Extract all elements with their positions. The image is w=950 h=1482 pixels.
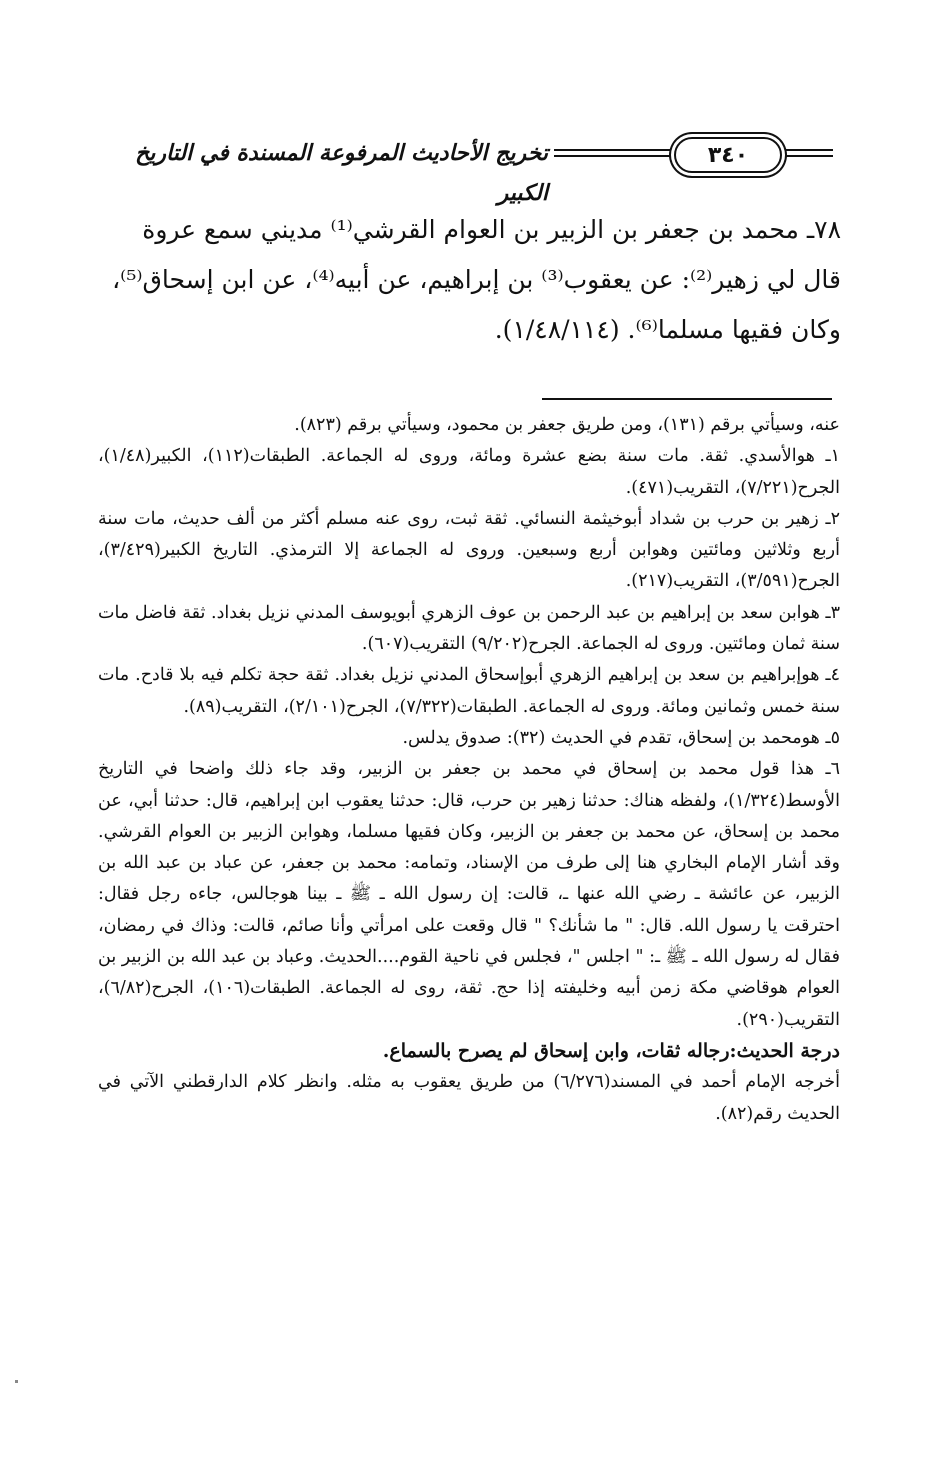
scan-speck bbox=[15, 1380, 18, 1383]
hadith-line: قال لي زهير⁽²⁾: عن يعقوب⁽³⁾ بن إبراهيم، عن أبيه⁽⁴⁾، عن ابن إسحاق⁽⁵⁾، bbox=[112, 265, 841, 294]
page-number: ٣٤٠ bbox=[707, 142, 749, 168]
footnote-separator bbox=[542, 398, 832, 400]
footnote-continuation: عنه، وسيأتي برقم (١٣١)، ومن طريق جعفر بن محمود، وسيأتي برقم (٨٢٣). bbox=[294, 415, 840, 435]
page-header bbox=[98, 133, 833, 206]
footnote-4: ٤ـ هوإبراهيم بن سعد بن إبراهيم الزهري أبوإسحاق المدني نزيل بغداد. ثقة حجة تكلم فيه بلا قادح. مات سنة خمس وثمانين ومائة. وروى له الجماعة. الطبقات(٧/٣٢٢)، الجرح(٢/١٠١)، التقريب(٨٩). bbox=[98, 665, 840, 717]
hadith-text bbox=[96, 205, 841, 355]
footnote-1: ١ـ هوالأسدي. ثقة. مات سنة بضع عشرة ومائة، وروى له الجماعة. الطبقات(١١٢)، الكبير(١/٤٨)، الجرح(٧/٢٢١)، التقريب(٤٧١). bbox=[98, 446, 840, 498]
footnote-3: ٣ـ هوابن سعد بن إبراهيم بن عبد الرحمن بن عوف الزهري أبويوسف المدني نزيل بغداد. ثقة فاضل مات سنة ثمان ومائتين. وروى له الجماعة. الجرح(٩/٢٠٢) التقريب(٦٠٧). bbox=[98, 602, 840, 655]
footnote-6: ٦ـ هذا قول محمد بن إسحاق في محمد بن جعفر بن الزبير، وقد جاء ذلك واضحا في التاريخ الأوسط(١/٣٢٤)، ولفظه هناك: حدثنا زهير بن حرب، قال: حدثنا يعقوب ابن إبراهيم، قال: حدثنا أبي، عن محمد بن إسحاق، عن محمد بن جعفر بن الزبير، وكان فقيها مسلما، وهوابن الزبير بن العوام القرشي. وقد أشار الإمام البخاري هنا إلى طرف من الإسناد، وتمامه: محمد بن جعفر، عن عباد بن عبد الله بن الزبير، عن عائشة ـ رضي الله عنها ـ، قالت: إن رسول الله ـ ﷺ ـ بينا هوجالس، جاءه رجل فقال: احترقت يا رسول الله. قال: " ما شأنك؟ " قال وقعت على امرأتي وأنا صائم، قالت: وذاك في رمضان، فقال له رسول الله ـ ﷺ ـ: " اجلس "، فجلس في ناحية القوم....الحديث. وعباد بن عبد الله بن الزبير بن العوام هوقاضي مكة زمن أبيه وخليفته إذا حج. ثقة، روى له الجماعة. الطبقات(١٠٦)، الجرح(٦/٨٢)، التقريب(٢٩٠). bbox=[98, 759, 841, 1030]
footnote-5: ٥ـ هومحمد بن إسحاق، تقدم في الحديث (٣٢): صدوق يدلس. bbox=[402, 727, 840, 748]
footnotes bbox=[98, 410, 840, 1130]
hadith-grade: درجة الحديث:رجاله ثقات، وابن إسحاق لم يصرح بالسماع. bbox=[382, 1039, 840, 1062]
page-number-frame bbox=[674, 137, 782, 173]
footnote-2: ٢ـ زهير بن حرب بن شداد أبوخيثمة النسائي. ثقة ثبت، روى عنه مسلم أكثر من ألف حديث، مات سنة أربع وثلاثين ومائتين وهوابن أربع وسبعين. وروى له الجماعة إلا الترمذي. التاريخ الكبير(٣/٤٢٩)، الجرح(٣/٥٩١)، التقريب(٢١٧). bbox=[98, 508, 840, 592]
hadith-line: ٧٨ـ محمد بن جعفر بن الزبير بن العوام القرشي⁽¹⁾ مديني سمع عروة bbox=[142, 215, 841, 244]
running-title: تخريج الأحاديث المرفوعة المسندة في التاريخ الكبير bbox=[98, 133, 554, 173]
hadith-line: وكان فقيها مسلما⁽⁶⁾. (١/٤٨/١١٤). bbox=[494, 315, 841, 344]
takhrij-note: أخرجه الإمام أحمد في المسند(٦/٢٧٦) من طريق يعقوب به مثله. وانظر كلام الدارقطني الآتي في الحديث رقم(٨٢). bbox=[98, 1072, 840, 1124]
